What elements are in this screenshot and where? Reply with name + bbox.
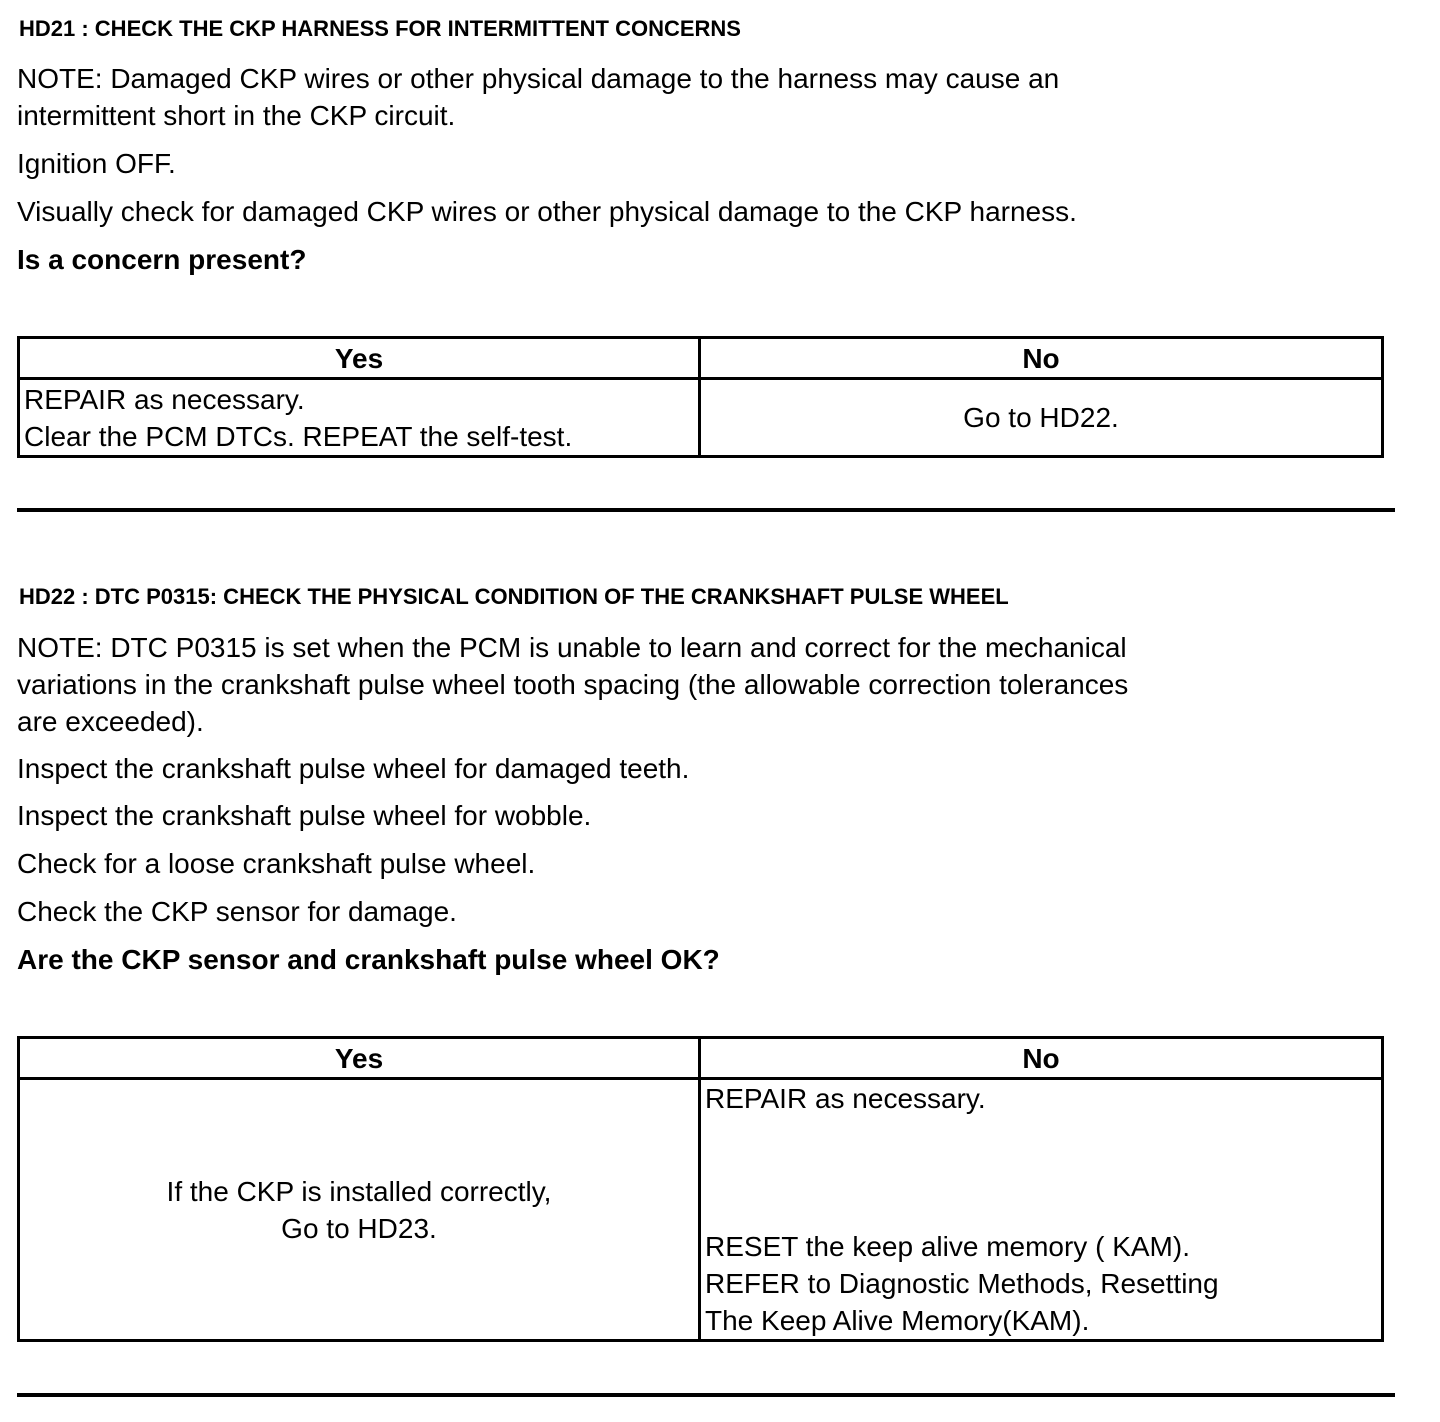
- section-divider: [17, 508, 1395, 512]
- no-line: REFER to Diagnostic Methods, Resetting: [705, 1268, 1219, 1299]
- yes-cell: [19, 379, 700, 457]
- hd21-step: Visually check for damaged CKP wires or other physical damage to the CKP harness.: [17, 196, 1077, 227]
- hd21-note-line: NOTE: Damaged CKP wires or other physical damage to the harness may cause an: [17, 63, 1060, 94]
- hd21-step: Ignition OFF.: [17, 148, 176, 179]
- hd22-result-table: [17, 1036, 1384, 1342]
- yes-header: Yes: [19, 338, 700, 379]
- hd21-heading: HD21 : CHECK THE CKP HARNESS FOR INTERMITTENT CONCERNS: [19, 16, 741, 41]
- hd21-question: Is a concern present?: [17, 244, 307, 275]
- hd21-note-line: intermittent short in the CKP circuit.: [17, 100, 456, 131]
- yes-header: Yes: [19, 1038, 700, 1079]
- no-line: The Keep Alive Memory(KAM).: [705, 1305, 1090, 1336]
- section-divider: [17, 1393, 1395, 1397]
- hd22-heading: HD22 : DTC P0315: CHECK THE PHYSICAL CONDITION OF THE CRANKSHAFT PULSE WHEEL: [19, 584, 1009, 609]
- hd22-note-line: variations in the crankshaft pulse wheel tooth spacing (the allowable correction tolerances: [17, 669, 1129, 700]
- hd21-note: [17, 60, 1059, 134]
- hd22-note: [17, 629, 1128, 740]
- hd22-step: Inspect the crankshaft pulse wheel for wobble.: [17, 800, 592, 831]
- yes-line: REPAIR as necessary.: [24, 383, 305, 415]
- yes-line: Clear the PCM DTCs. REPEAT the self-test.: [24, 420, 573, 452]
- hd22-question: Are the CKP sensor and crankshaft pulse wheel OK?: [17, 944, 720, 975]
- no-cell: Go to HD22.: [700, 379, 1383, 457]
- hd22-step: Inspect the crankshaft pulse wheel for damaged teeth.: [17, 753, 690, 784]
- hd22-step: Check the CKP sensor for damage.: [17, 896, 457, 927]
- yes-line: Go to HD23.: [281, 1212, 437, 1244]
- no-line: REPAIR as necessary.: [705, 1083, 986, 1114]
- hd22-note-line: NOTE: DTC P0315 is set when the PCM is unable to learn and correct for the mechanical: [17, 632, 1127, 663]
- hd22-step: Check for a loose crankshaft pulse wheel.: [17, 848, 536, 879]
- no-header: No: [700, 338, 1383, 379]
- no-cell: [700, 1079, 1383, 1341]
- no-line: RESET the keep alive memory ( KAM).: [705, 1231, 1190, 1262]
- hd21-result-table: [17, 336, 1384, 458]
- hd22-note-line: are exceeded).: [17, 706, 204, 737]
- no-header: No: [700, 1038, 1383, 1079]
- yes-cell: [19, 1079, 700, 1341]
- yes-line: If the CKP is installed correctly,: [166, 1175, 552, 1207]
